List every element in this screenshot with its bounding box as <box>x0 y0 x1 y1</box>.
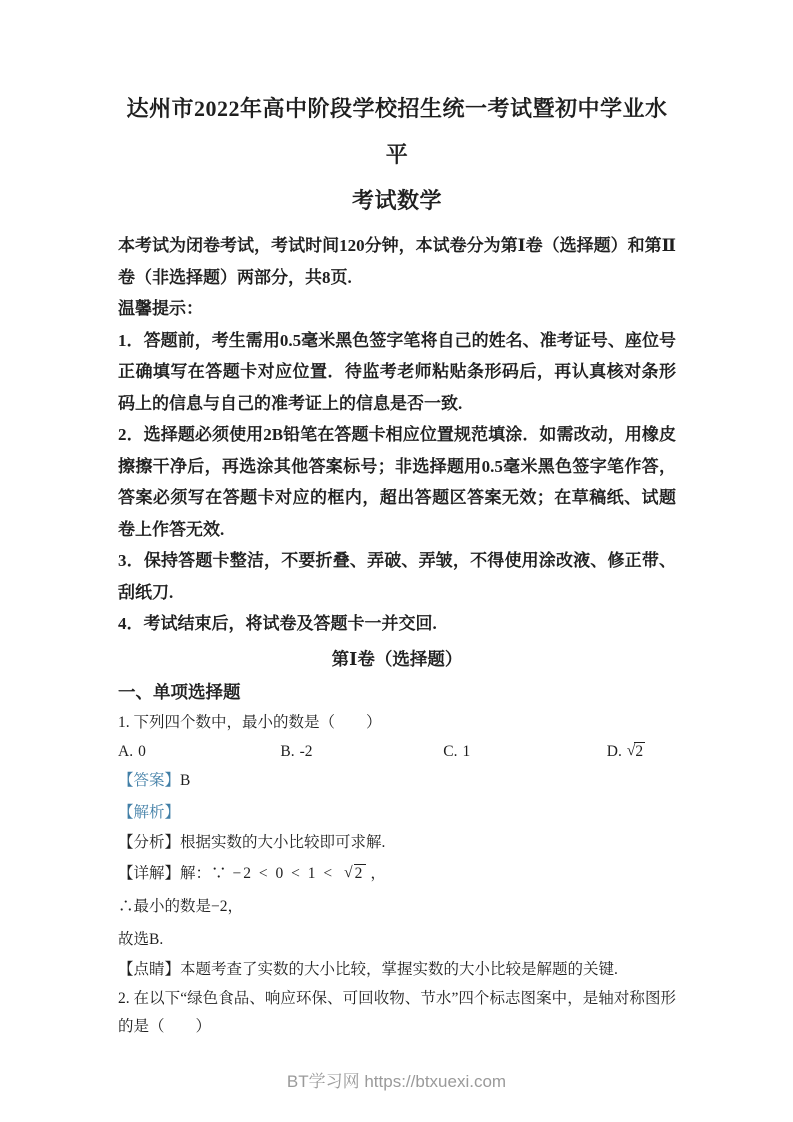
title-line-1: 达州市2022年高中阶段学校招生统一考试暨初中学业水平 <box>126 96 668 167</box>
remark-line <box>118 956 676 985</box>
detail-prefix: 解：∵ <box>180 865 227 882</box>
answer-tag: 【答案】 <box>118 772 181 789</box>
option-c-label: C. <box>443 743 458 760</box>
detail-line <box>118 857 676 890</box>
instruction-item-4: 4．考试结束后，将试卷及答题卡一并交回. <box>118 614 437 633</box>
subsection-heading: 一、单项选择题 <box>118 681 241 702</box>
option-c <box>443 737 606 767</box>
option-c-value: 1 <box>462 743 471 760</box>
instruction-item-1: 1．答题前，考生需用0.5毫米黑色签字笔将自己的姓名、准考证号、座位号正确填写在答题卡对应位置．待监考老师粘贴条形码后，再认真核对条形码上的信息与自己的准考证上的信息是否一致. <box>118 330 676 413</box>
exam-instructions <box>118 230 676 640</box>
fenxi-text: 根据实数的大小比较即可求解. <box>180 833 386 851</box>
instruction-item-3: 3．保持答题卡整洁，不要折叠、弄破、弄皱，不得使用涂改液、修正带、刮纸刀. <box>118 551 676 602</box>
detail-inequality: −2 < 0 < 1 < <box>232 865 335 882</box>
option-d-value: 2 <box>635 743 644 760</box>
remark-text: 本题考查了实数的大小比较，掌握实数的大小比较是解题的关键. <box>180 961 618 978</box>
sqrt-radical <box>344 865 366 882</box>
site-watermark <box>0 1072 793 1092</box>
detail-sqrt-value: 2 <box>354 865 365 882</box>
radical-sign-icon: √ <box>344 864 355 881</box>
page-title <box>118 86 676 224</box>
option-b <box>280 737 443 767</box>
option-a <box>118 737 280 767</box>
watermark-text: BT学习网 https://btxuexi.com <box>286 1072 507 1091</box>
part-1-heading: 第Ⅰ卷（选择题） <box>331 648 463 669</box>
analysis-line <box>118 796 676 829</box>
title-line-2: 考试数学 <box>351 188 442 213</box>
sqrt-radical <box>627 743 645 760</box>
detail-tag: 【详解】 <box>118 865 181 882</box>
instruction-item-2: 2．选择题必须使用2B铅笔在答题卡相应位置规范填涂．如需改动，用橡皮擦擦干净后，再选涂其他答案标号；非选择题用0.5毫米黑色签字笔作答，答案必须写在答题卡对应的框内，超出答题区答案无效；在草稿纸、试题卷上作答无效. <box>118 425 676 539</box>
conclusion-line: ∴最小的数是−2， <box>118 898 243 915</box>
option-b-value: -2 <box>299 743 313 760</box>
answer-value: B <box>180 772 191 789</box>
exam-intro-paragraph: 本考试为闭卷考试，考试时间120分钟，本试卷分为第Ⅰ卷（选择题）和第Ⅱ卷（非选择题）两部分，共8页. <box>118 236 676 287</box>
option-d-label: D. <box>606 743 622 760</box>
tips-heading: 温馨提示： <box>118 299 203 318</box>
question-1-options <box>118 737 676 767</box>
fenxi-line <box>118 829 676 858</box>
choice-line: 故选B. <box>118 931 164 948</box>
radical-sign-icon: √ <box>626 742 636 759</box>
fenxi-tag: 【分析】 <box>118 833 181 851</box>
option-a-label: A. <box>118 743 134 760</box>
detail-suffix: ， <box>370 865 386 882</box>
option-d <box>607 737 676 767</box>
question-2-text: 2. 在以下“绿色食品、响应环保、可回收物、节水”四个标志图案中，是轴对称图形的是（ ） <box>118 989 676 1035</box>
question-1-text: 1. 下列四个数中，最小的数是（ ） <box>118 713 382 731</box>
remark-tag: 【点睛】 <box>118 961 181 978</box>
option-b-label: B. <box>280 743 295 760</box>
analysis-tag: 【解析】 <box>118 803 181 821</box>
option-a-value: 0 <box>138 743 146 760</box>
answer-line <box>118 767 676 796</box>
